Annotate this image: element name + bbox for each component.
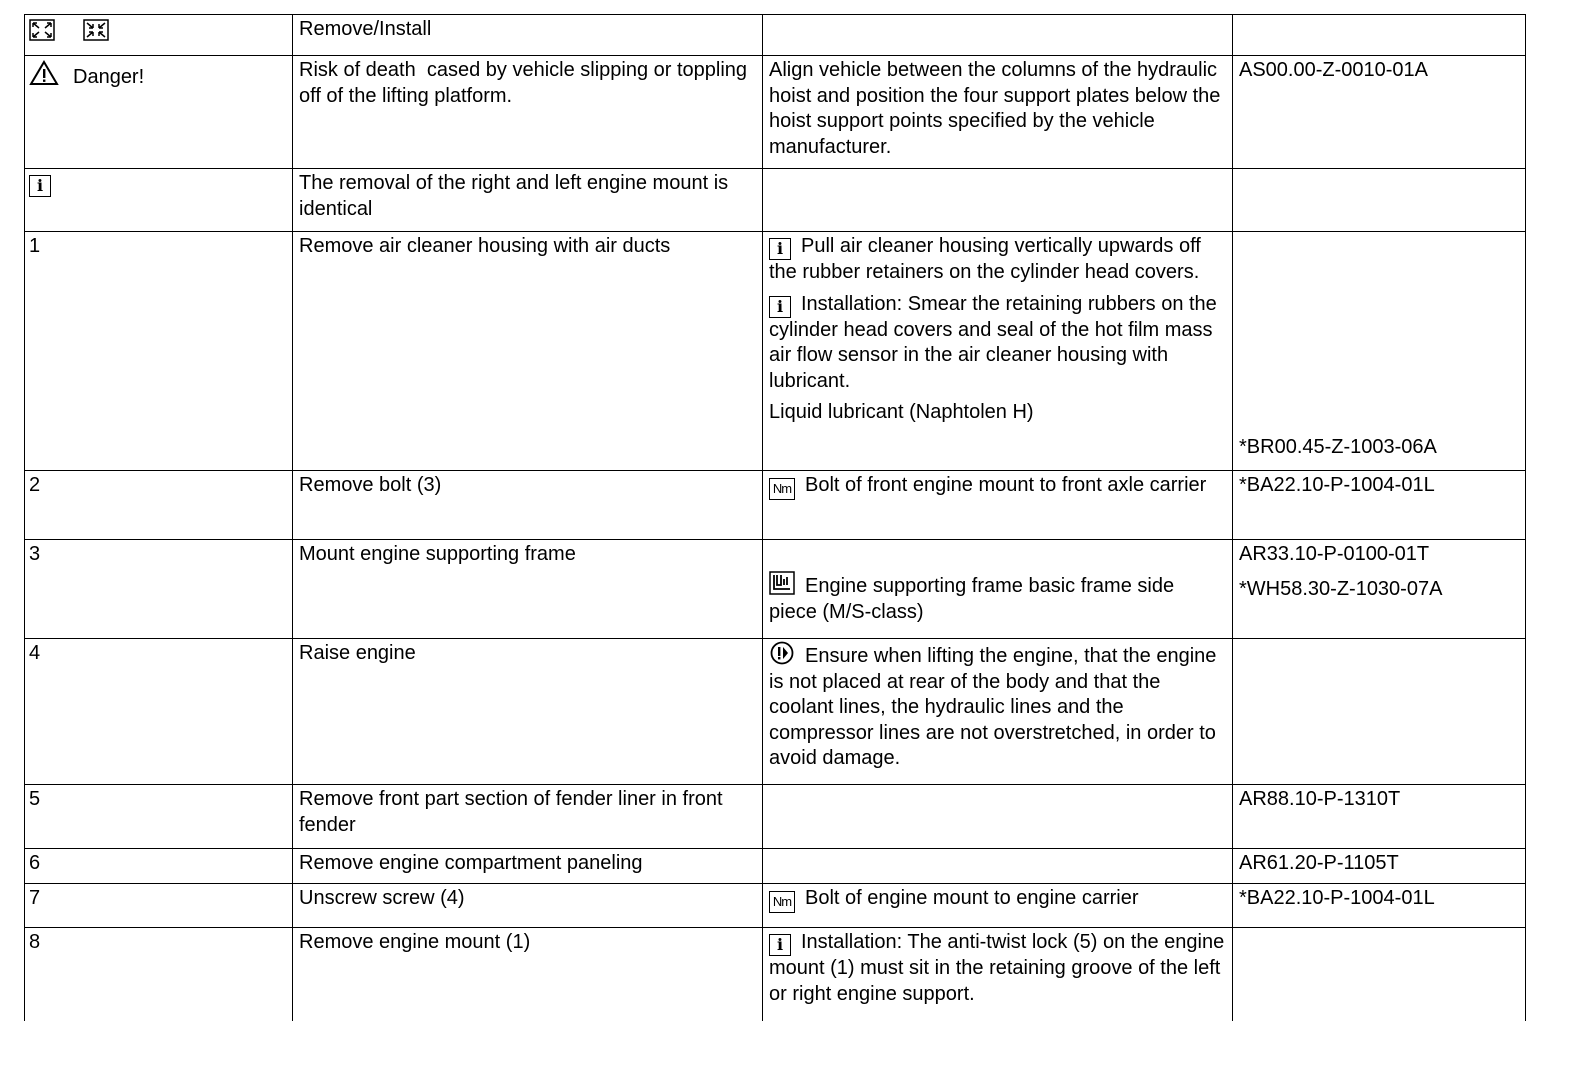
step-ref-cell bbox=[1232, 232, 1526, 470]
step-row-4 bbox=[24, 638, 1526, 784]
step-action: Mount engine supporting frame bbox=[299, 543, 576, 565]
step-row-6 bbox=[24, 848, 1526, 883]
step-action-cell bbox=[292, 540, 762, 638]
step-detail-cell bbox=[762, 540, 1232, 638]
step-number: 4 bbox=[29, 642, 41, 664]
info-icon: i bbox=[769, 296, 791, 318]
header-ref-cell bbox=[1232, 15, 1526, 55]
step-action: Raise engine bbox=[299, 642, 416, 664]
step-action-cell bbox=[292, 849, 762, 883]
step-ref: *BA22.10-P-1004-01L bbox=[1239, 474, 1435, 496]
step-action-cell bbox=[292, 928, 762, 1021]
step-action-cell bbox=[292, 232, 762, 470]
step-ref-cell bbox=[1232, 884, 1526, 927]
step-ref: AR61.20-P-1105T bbox=[1239, 852, 1399, 874]
step-row-3 bbox=[24, 539, 1526, 638]
danger-instruction-cell bbox=[762, 56, 1232, 168]
step-ref-cell bbox=[1232, 785, 1526, 848]
step-ref: *BA22.10-P-1004-01L bbox=[1239, 887, 1435, 909]
step-row-7 bbox=[24, 883, 1526, 927]
torque-icon: Nm bbox=[769, 478, 795, 500]
step-detail: Installation: The anti-twist lock (5) on the engine mount (1) must sit in the retaining groove of the left or right engine support. bbox=[769, 931, 1225, 1005]
danger-cell bbox=[24, 56, 292, 168]
torque-icon: Nm bbox=[769, 891, 795, 913]
step-note: Pull air cleaner housing vertically upwards off the rubber retainers on the cylinder head covers. bbox=[769, 235, 1201, 283]
danger-row bbox=[24, 55, 1526, 168]
note-text: The removal of the right and left engine mount is identical bbox=[299, 172, 729, 220]
header-label-cell bbox=[292, 15, 762, 55]
step-detail-cell bbox=[762, 471, 1232, 539]
step-ref: *BR00.45-Z-1003-06A bbox=[1239, 436, 1437, 458]
step-number-cell bbox=[24, 639, 292, 784]
step-number-cell bbox=[24, 928, 292, 1021]
step-ref-cell bbox=[1232, 928, 1526, 1021]
step-action: Remove front part section of fender liner in front fender bbox=[299, 788, 723, 836]
note-text-cell bbox=[292, 169, 762, 231]
step-detail-cell bbox=[762, 785, 1232, 848]
step-detail-cell bbox=[762, 884, 1232, 927]
step-action-cell bbox=[292, 639, 762, 784]
warning-triangle-icon bbox=[29, 60, 59, 86]
step-number: 7 bbox=[29, 887, 41, 909]
step-row-2 bbox=[24, 470, 1526, 539]
note-ref-cell bbox=[1232, 169, 1526, 231]
step-action: Remove engine mount (1) bbox=[299, 931, 531, 953]
danger-ref-cell bbox=[1232, 56, 1526, 168]
step-action: Unscrew screw (4) bbox=[299, 887, 465, 909]
header-icons-cell bbox=[24, 15, 292, 55]
remove-icon bbox=[29, 19, 55, 41]
install-icon bbox=[83, 19, 109, 41]
step-row-5 bbox=[24, 784, 1526, 848]
step-row-1 bbox=[24, 231, 1526, 470]
step-ref-secondary: *WH58.30-Z-1030-07A bbox=[1239, 577, 1443, 600]
step-number-cell bbox=[24, 884, 292, 927]
header-label: Remove/Install bbox=[299, 18, 432, 40]
step-action: Remove bolt (3) bbox=[299, 474, 442, 496]
step-number-cell bbox=[24, 849, 292, 883]
step-number: 5 bbox=[29, 788, 41, 810]
step-number-cell bbox=[24, 785, 292, 848]
step-detail: Engine supporting frame basic frame side piece (M/S-class) bbox=[769, 575, 1175, 623]
step-row-8 bbox=[24, 927, 1526, 1021]
note-icon-cell bbox=[24, 169, 292, 231]
note-row bbox=[24, 168, 1526, 231]
step-number: 3 bbox=[29, 543, 41, 565]
step-ref-cell bbox=[1232, 540, 1526, 638]
step-number: 2 bbox=[29, 474, 41, 496]
info-icon: i bbox=[29, 175, 51, 197]
special-tool-icon bbox=[769, 571, 795, 595]
step-number: 1 bbox=[29, 235, 41, 257]
note-empty-cell bbox=[762, 169, 1232, 231]
danger-instruction: Align vehicle between the columns of the hydraulic hoist and position the four support plates below the hoist support points specified by the vehicle manufacturer. bbox=[769, 59, 1221, 158]
step-ref: AR88.10-P-1310T bbox=[1239, 788, 1401, 810]
danger-risk-cell bbox=[292, 56, 762, 168]
step-ref: AR33.10-P-0100-01T bbox=[1239, 543, 1430, 565]
caution-circle-icon bbox=[769, 641, 795, 665]
info-icon: i bbox=[769, 934, 791, 956]
danger-ref: AS00.00-Z-0010-01A bbox=[1239, 59, 1429, 81]
header-row bbox=[24, 14, 1526, 55]
step-ref-cell bbox=[1232, 849, 1526, 883]
procedure-table bbox=[24, 14, 1526, 1021]
step-detail: Bolt of engine mount to engine carrier bbox=[805, 887, 1139, 909]
step-number-cell bbox=[24, 471, 292, 539]
step-action-cell bbox=[292, 785, 762, 848]
step-number: 6 bbox=[29, 852, 41, 874]
step-note: Installation: Smear the retaining rubbers on the cylinder head covers and seal of the hot film mass air flow sensor in the air cleaner housing with lubricant. bbox=[769, 292, 1217, 392]
step-detail-cell bbox=[762, 928, 1232, 1021]
danger-risk-lead: Risk of death bbox=[299, 59, 416, 81]
step-action: Remove air cleaner housing with air ducts bbox=[299, 235, 671, 257]
step-lubricant: Liquid lubricant (Naphtolen H) bbox=[769, 401, 1034, 423]
step-ref-cell bbox=[1232, 639, 1526, 784]
step-detail-cell bbox=[762, 849, 1232, 883]
step-detail: Bolt of front engine mount to front axle carrier bbox=[805, 474, 1207, 496]
step-number-cell bbox=[24, 540, 292, 638]
danger-risk-text: cased by vehicle slipping or toppling off of the lifting platform. bbox=[299, 59, 748, 107]
step-number: 8 bbox=[29, 931, 41, 953]
step-action: Remove engine compartment paneling bbox=[299, 852, 643, 874]
step-ref-cell bbox=[1232, 471, 1526, 539]
info-icon: i bbox=[769, 238, 791, 260]
step-detail: Ensure when lifting the engine, that the engine is not placed at rear of the body and that the coolant lines, the hydraulic lines and the compressor lines are not overstretched, in order to avoid damage. bbox=[769, 645, 1217, 769]
step-number-cell bbox=[24, 232, 292, 470]
danger-label: Danger! bbox=[73, 66, 145, 88]
step-detail-cell bbox=[762, 639, 1232, 784]
step-action-cell bbox=[292, 884, 762, 927]
step-action-cell bbox=[292, 471, 762, 539]
step-detail-cell bbox=[762, 232, 1232, 470]
header-empty-cell bbox=[762, 15, 1232, 55]
